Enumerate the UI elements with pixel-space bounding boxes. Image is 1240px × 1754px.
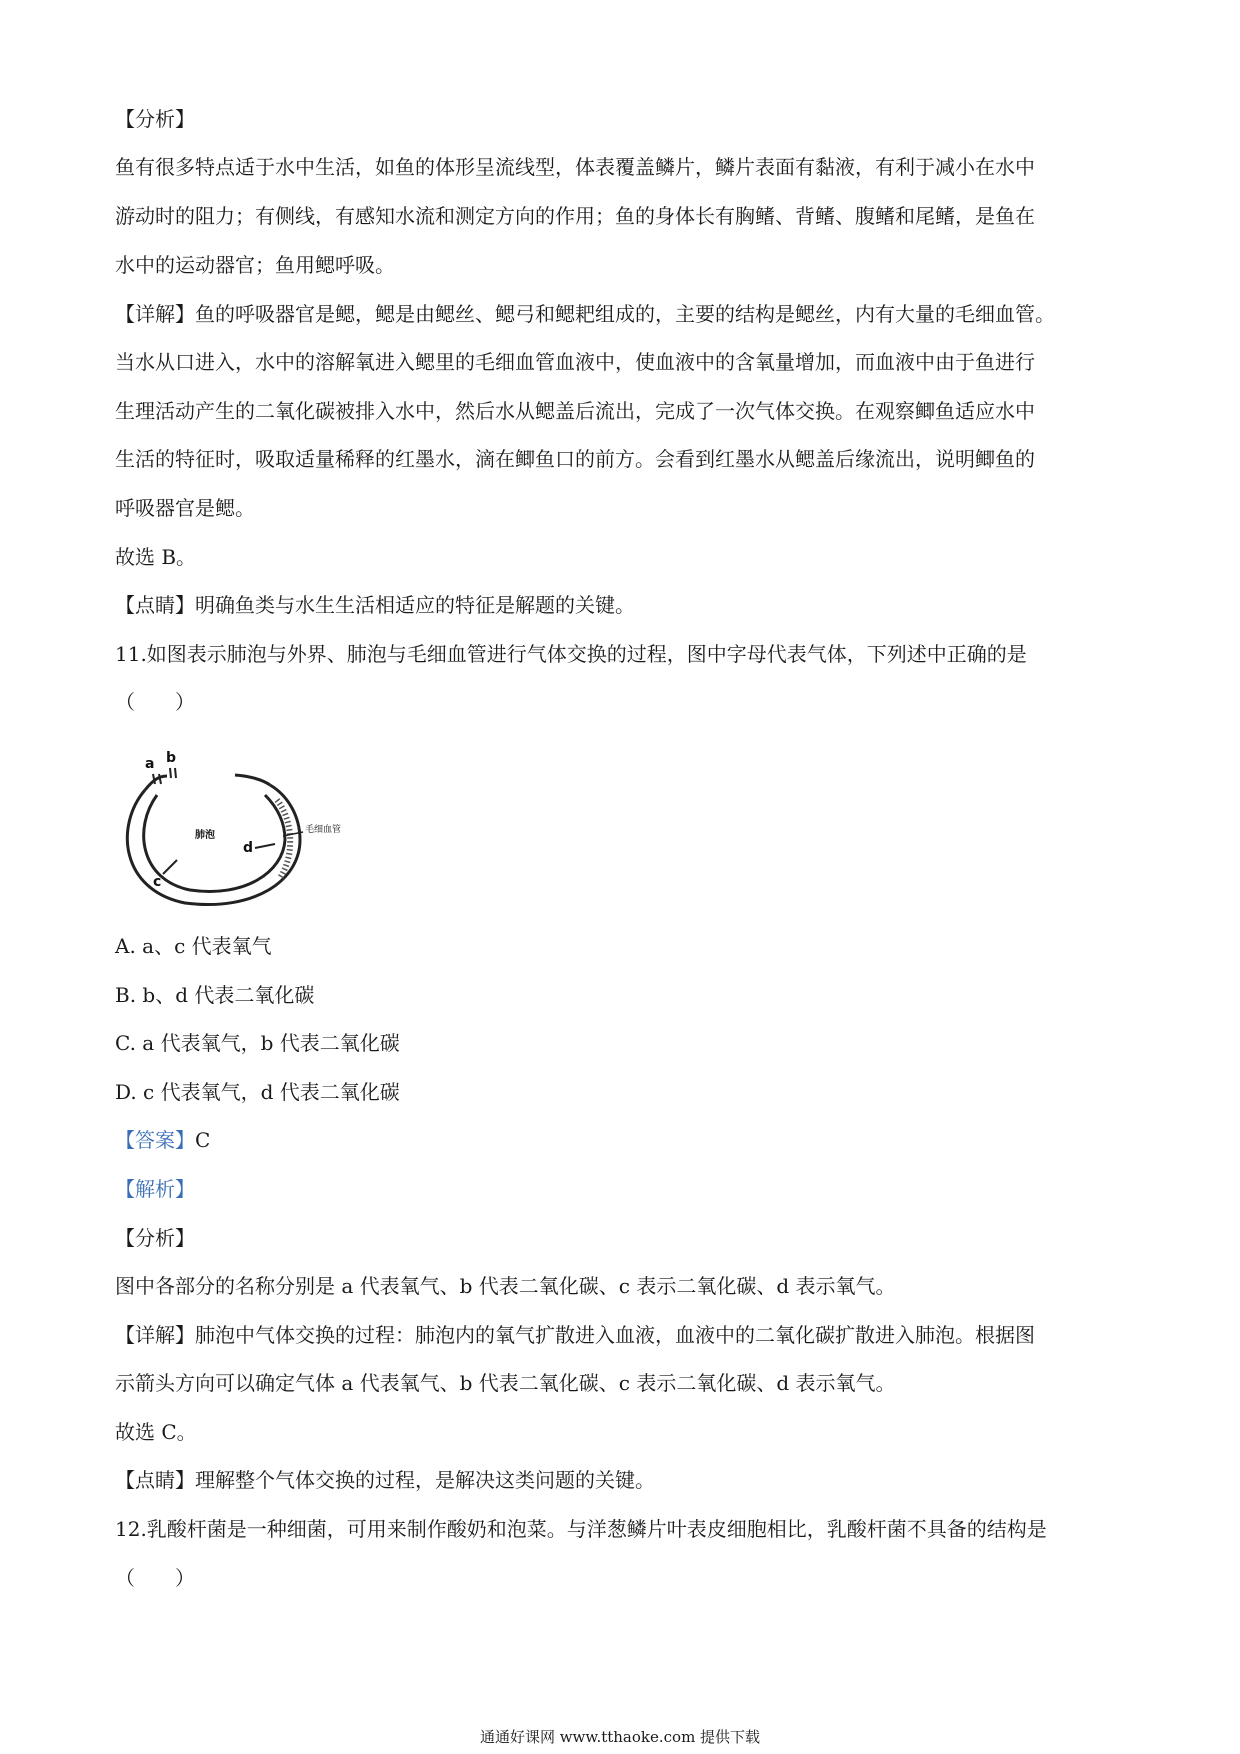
option-c: C. a 代表氧气，b 代表二氧化碳 (115, 1031, 400, 1055)
analysis-heading: 【分析】 (115, 1226, 195, 1250)
point-text: 【点睛】明确鱼类与水生生活相适应的特征是解题的关键。 (115, 593, 635, 617)
detail-text-line: 【详解】肺泡中气体交换的过程：肺泡内的氧气扩散进入血液，血液中的二氧化碳扩散进入肺泡。根据图 (115, 1323, 1035, 1347)
analysis-heading: 【分析】 (115, 107, 195, 131)
answer-line (115, 1128, 210, 1152)
analysis-text-line: 鱼有很多特点适于水中生活，如鱼的体形呈流线型，体表覆盖鳞片，鳞片表面有黏液，有利于减小在水中 (115, 155, 1035, 179)
answer-label: 【答案】 (115, 1128, 195, 1152)
analysis-text-line: 图中各部分的名称分别是 a 代表氧气、b 代表二氧化碳、c 表示二氧化碳、d 表示氧气。 (115, 1274, 896, 1298)
choose-answer-text: 故选 B。 (115, 545, 197, 569)
question-11-paren: （ ） (115, 690, 195, 714)
question-11-stem: 11.如图表示肺泡与外界、肺泡与毛细血管进行气体交换的过程，图中字母代表气体，下列述中正确的是 (115, 642, 1027, 666)
option-b: B. b、d 代表二氧化碳 (115, 983, 315, 1007)
point-text: 【点睛】理解整个气体交换的过程，是解决这类问题的关键。 (115, 1468, 655, 1492)
diagram-alveolus-label: 肺泡 (195, 830, 215, 841)
question-12-stem: 12.乳酸杆菌是一种细菌，可用来制作酸奶和泡菜。与洋葱鳞片叶表皮细胞相比，乳酸杆菌不具备的结构是 (115, 1517, 1047, 1541)
analysis-text-line: 水中的运动器官；鱼用鳃呼吸。 (115, 253, 395, 277)
jiexi-label: 【解析】 (115, 1177, 195, 1201)
diagram-letter-d: d (243, 840, 254, 856)
detail-text-line: 示箭头方向可以确定气体 a 代表氧气、b 代表二氧化碳、c 表示二氧化碳、d 表示氧气。 (115, 1371, 896, 1395)
page-footer: 通通好课网 www.tthaoke.com 提供下载 (479, 1728, 761, 1746)
question-12-paren: （ ） (115, 1566, 195, 1590)
analysis-text-line: 游动时的阻力；有侧线，有感知水流和测定方向的作用；鱼的身体长有胸鳍、背鳍、腹鳍和尾鳍，是鱼在 (115, 204, 1035, 228)
option-d: D. c 代表氧气，d 代表二氧化碳 (115, 1080, 400, 1104)
answer-value: C (195, 1128, 211, 1152)
diagram-letter-b: b (166, 750, 177, 766)
alveolus-diagram (115, 740, 355, 910)
diagram-letter-c: c (153, 874, 162, 890)
detail-text-line: 生理活动产生的二氧化碳被排入水中，然后水从鳃盖后流出，完成了一次气体交换。在观察鲫鱼适应水中 (115, 399, 1035, 423)
detail-text-line: 当水从口进入，水中的溶解氧进入鳃里的毛细血管血液中，使血液中的含氧量增加，而血液中由于鱼进行 (115, 350, 1035, 374)
detail-text-line: 【详解】鱼的呼吸器官是鳃，鳃是由鳃丝、鳃弓和鳃耙组成的，主要的结构是鳃丝，内有大量的毛细血管。 (115, 302, 1055, 326)
detail-text-line: 呼吸器官是鳃。 (115, 496, 255, 520)
option-a: A. a、c 代表氧气 (115, 934, 272, 958)
detail-text-line: 生活的特征时，吸取适量稀释的红墨水，滴在鲫鱼口的前方。会看到红墨水从鳃盖后缘流出，说明鲫鱼的 (115, 447, 1035, 471)
choose-answer-text: 故选 C。 (115, 1420, 197, 1444)
diagram-letter-a: a (145, 756, 155, 772)
diagram-capillary-label: 毛细血管 (305, 825, 342, 835)
